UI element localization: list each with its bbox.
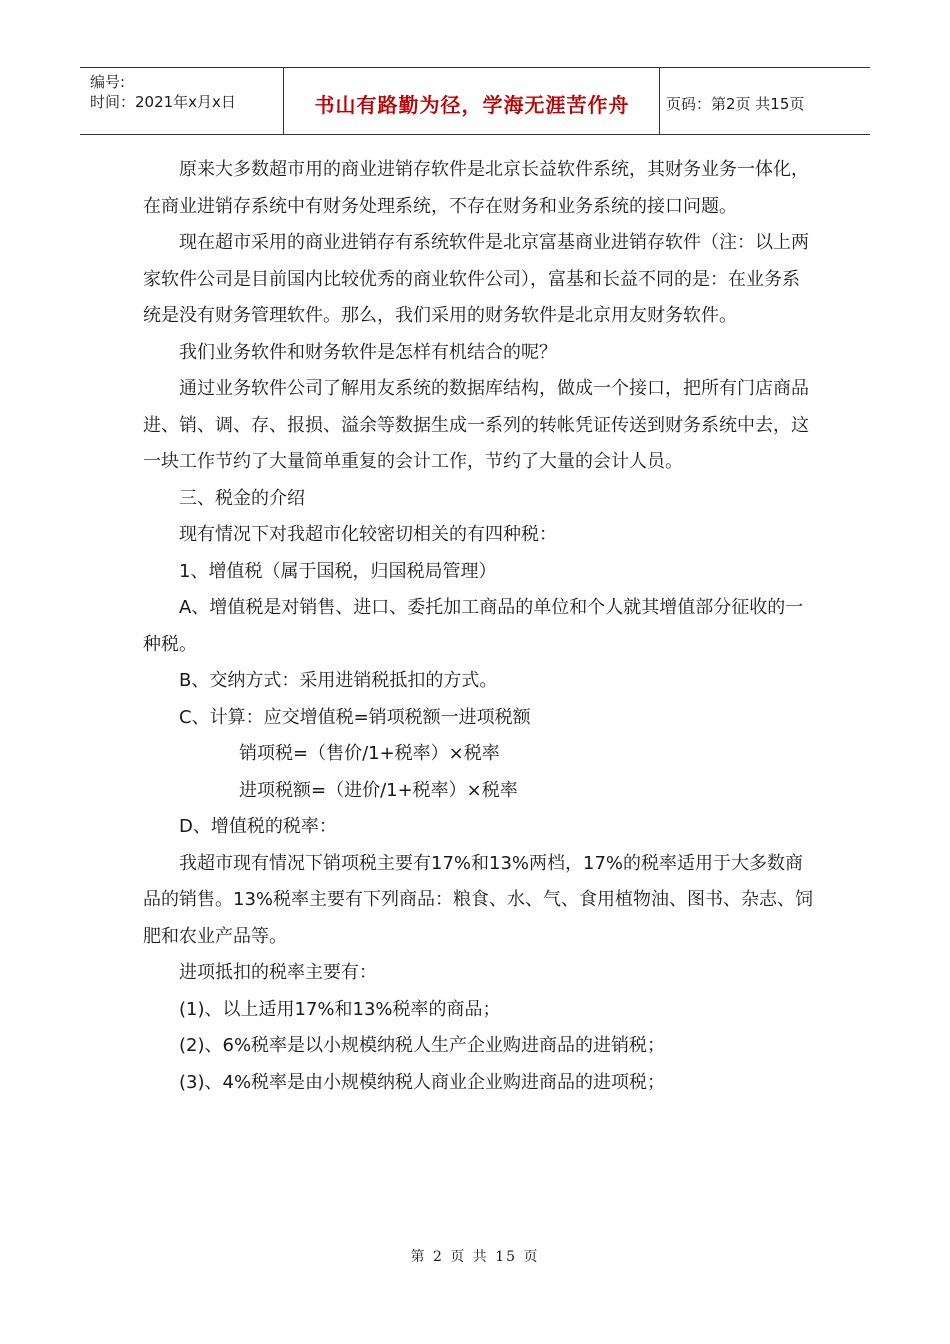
paragraph: 通过业务软件公司了解用友系统的数据库结构，做成一个接口，把所有门店商品进、销、调、存、报损、溢余等数据生成一系列的转帐凭证传送到财务系统中去，这一块工作节约了大量简单重复的会计工作，节约了大量的会计人员。 bbox=[143, 378, 809, 472]
document-body bbox=[143, 152, 815, 1101]
paragraph: A、增值税是对销售、进口、委托加工商品的单位和个人就其增值部分征收的一种税。 bbox=[143, 597, 804, 655]
paragraph: 我超市现有情况下销项税主要有17%和13%两档，17%的税率适用于大多数商品的销售。13%税率主要有下列商品：粮食、水、气、食用植物油、图书、杂志、饲肥和农业产品等。 bbox=[143, 852, 814, 947]
paragraph: 进项抵扣的税率主要有： bbox=[179, 962, 377, 983]
list-item: (1)、以上适用17%和13%税率的商品； bbox=[179, 998, 501, 1020]
subheading: 1、增值税（属于国税，归国税局管理） bbox=[179, 560, 497, 582]
header-motto: 书山有路勤为径，学海无涯苦作舟 bbox=[314, 93, 630, 117]
section-heading: 三、税金的介绍 bbox=[179, 487, 305, 509]
paragraph: 现在超市采用的商业进销存有系统软件是北京富基商业进销存软件（注：以上两家软件公司是目前国内比较优秀的商业软件公司），富基和长益不同的是：在业务系统是没有财务管理软件。那么，我们采用的财务软件是北京用友财务软件。 bbox=[143, 232, 809, 326]
time-label: 时间：2021年x月x日 bbox=[90, 93, 236, 111]
paragraph: B、交纳方式：采用进销税抵扣的方式。 bbox=[179, 670, 498, 691]
paragraph: 现有情况下对我超市化较密切相关的有四种税： bbox=[179, 524, 557, 545]
formula-line: 销项税=（售价/1+税率）×税率 bbox=[239, 743, 500, 764]
number-label: 编号: bbox=[90, 73, 126, 91]
paragraph: D、增值税的税率： bbox=[179, 816, 337, 837]
paragraph: C、计算：应交增值税=销项税额一进项税额 bbox=[179, 706, 531, 728]
header-meta bbox=[90, 72, 236, 112]
formula-line: 进项税额=（进价/1+税率）×税率 bbox=[239, 779, 518, 801]
list-item: (2)、6%税率是以小规模纳税人生产企业购进商品的进销税； bbox=[179, 1035, 666, 1056]
paragraph: 我们业务软件和财务软件是怎样有机结合的呢？ bbox=[179, 341, 557, 363]
page-footer: 第 2 页 共 15 页 bbox=[410, 1249, 540, 1265]
paragraph: 原来大多数超市用的商业进销存软件是北京长益软件系统，其财务业务一体化，在商业进销存系统中有财务处理系统，不存在财务和业务系统的接口问题。 bbox=[143, 159, 809, 217]
page-header bbox=[80, 67, 870, 135]
header-page-info: 页码：第2页 共15页 bbox=[666, 95, 805, 113]
list-item: (3)、4%税率是由小规模纳税人商业企业购进商品的进项税； bbox=[179, 1071, 666, 1093]
header-divider-right bbox=[659, 68, 660, 135]
